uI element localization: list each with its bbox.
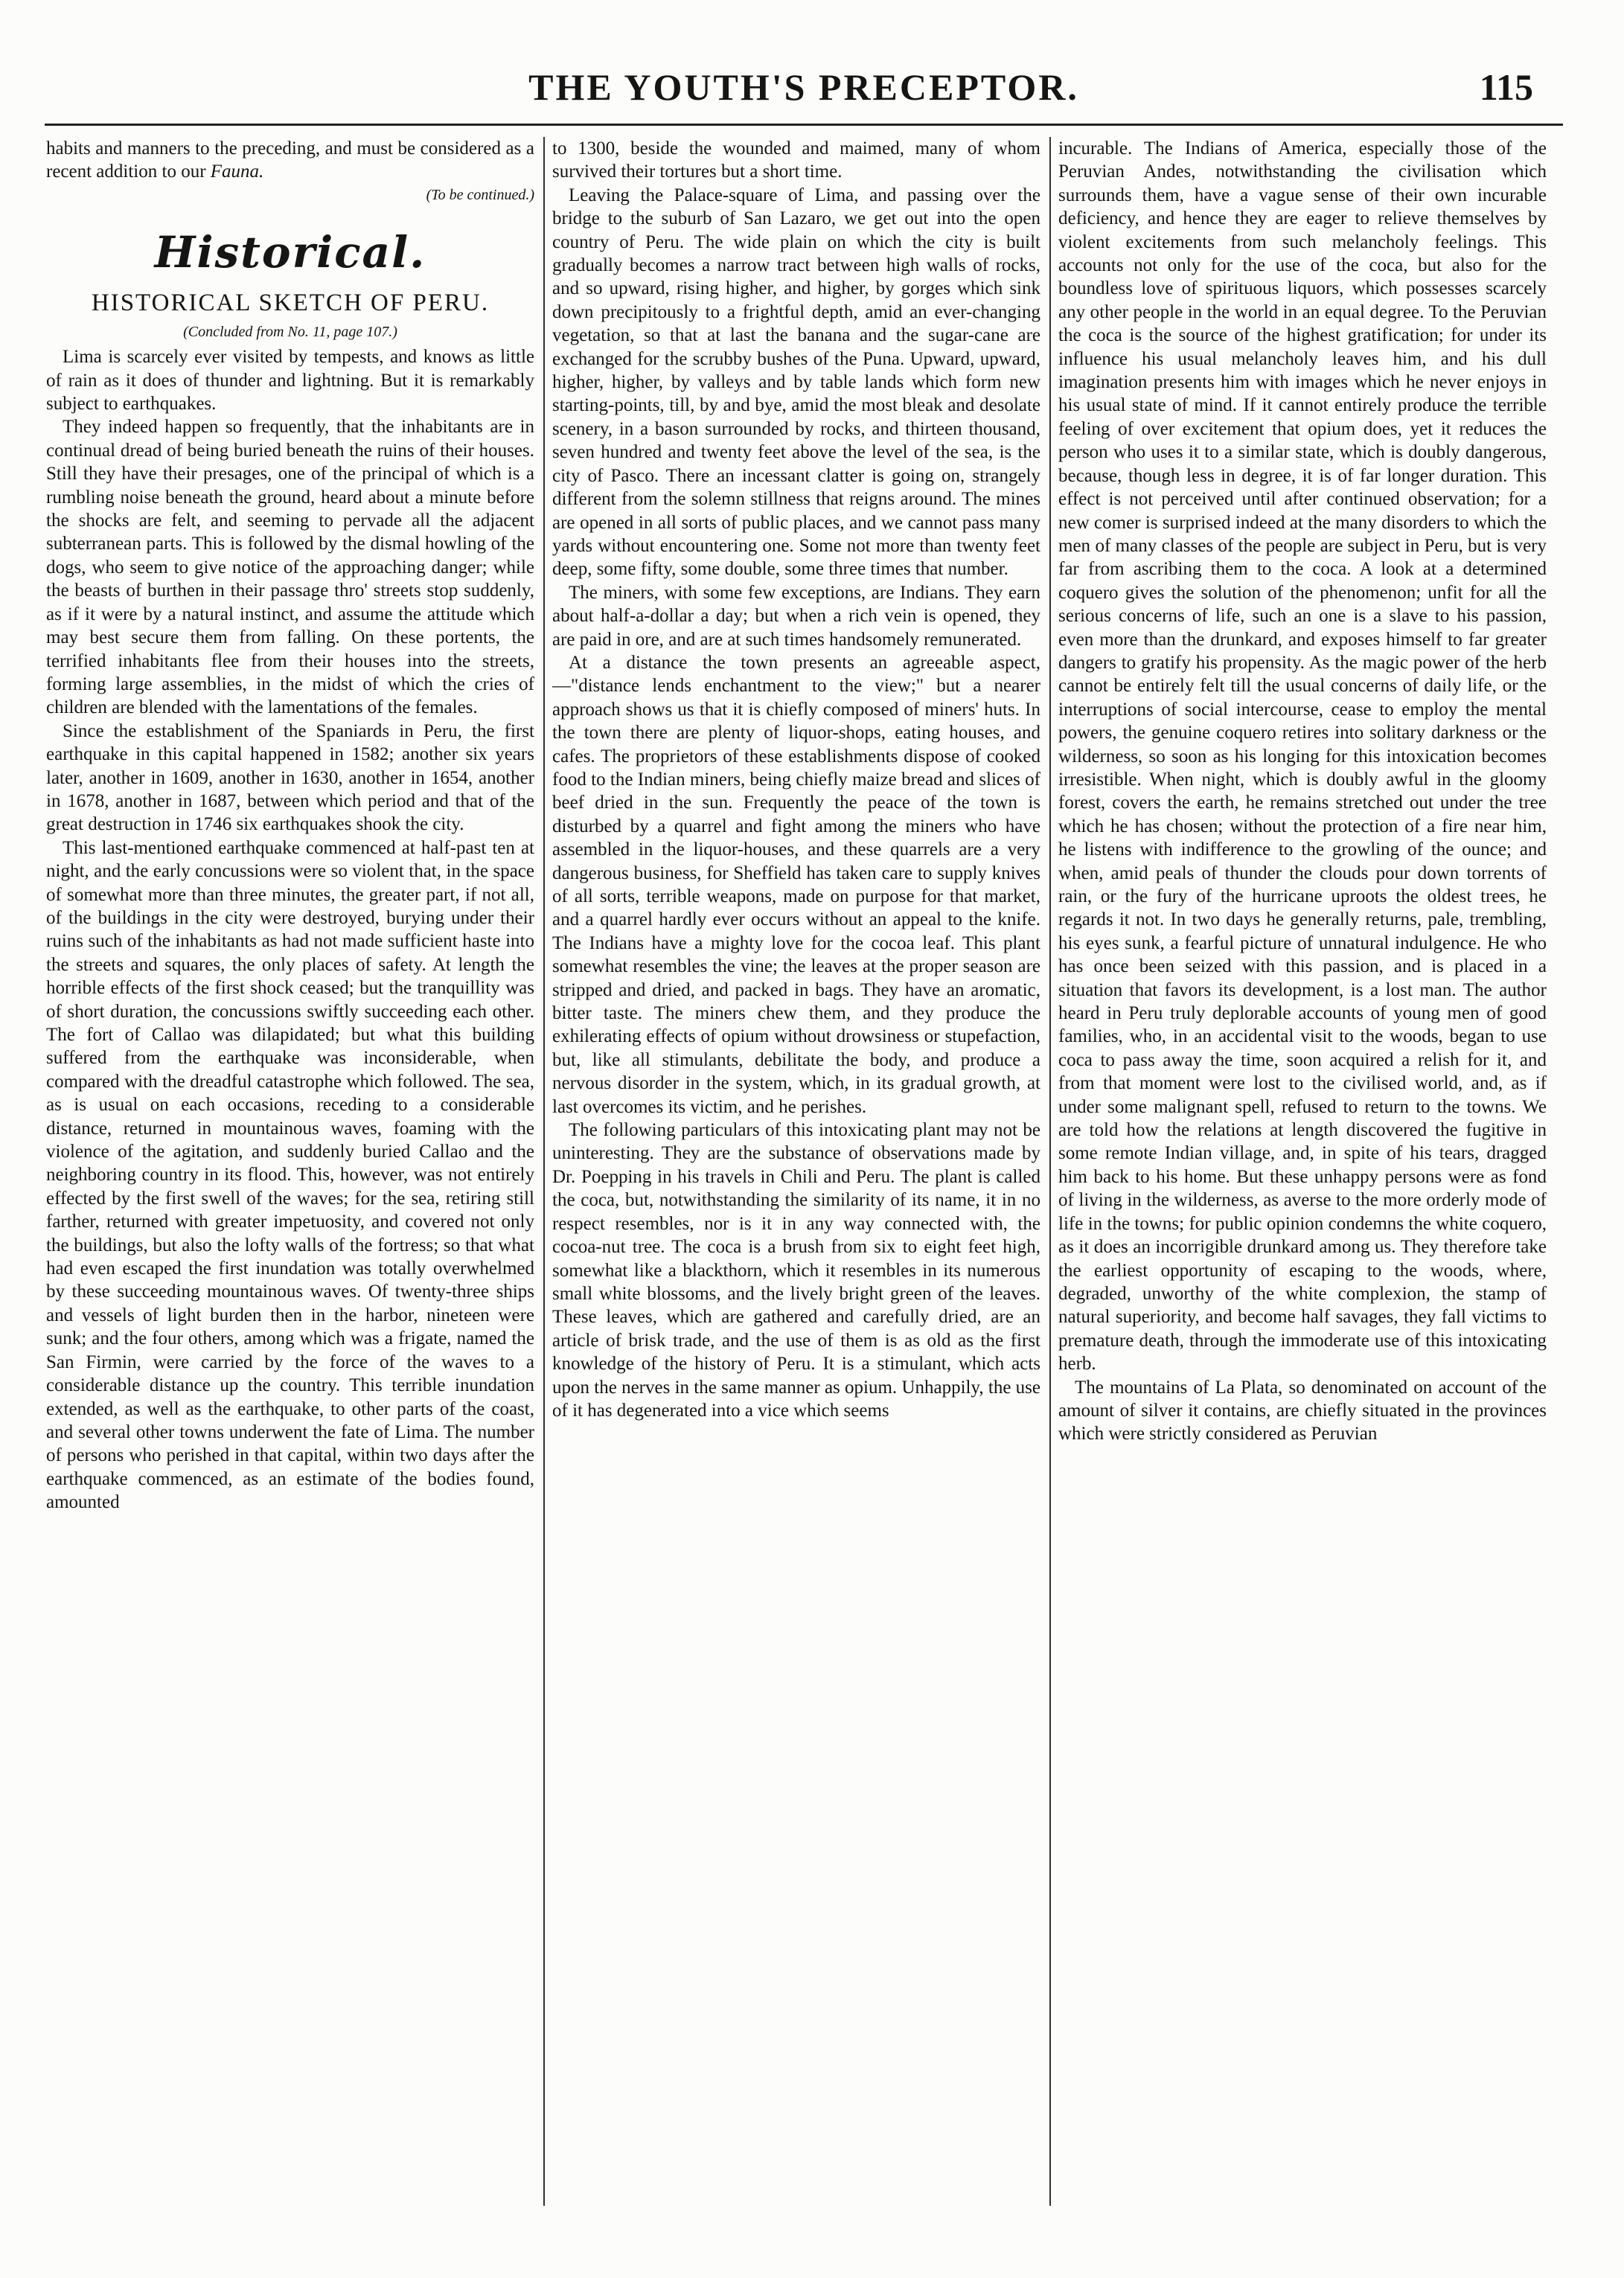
paragraph — [46, 137, 534, 184]
text-columns — [46, 137, 1554, 2206]
header-rule — [45, 124, 1563, 126]
continuation-note: (To be continued.) — [426, 186, 534, 203]
article-note: (Concluded from No. 11, page 107.) — [183, 324, 397, 341]
column-3 — [1058, 137, 1547, 2206]
column-rule — [543, 137, 545, 2206]
paragraph: They indeed happen so frequently, that the inhabitants are in continual dread of being buried beneath the ruins of their houses. Still they have their presages, one of the principal of which is a rumbling noise beneath the ground, heard about a minute before the shocks are felt, and seeming to pervade all the adjacent subterranean parts. This is followed by the dismal howling of the dogs, who seem to give notice of the approaching danger; while the beasts of burthen in their passage thro' streets stop suddenly, as if it were by a natural instinct, and assume the attitude which may best secure them from falling. On these portents, the terrified inhabitants flee from their houses into the streets, forming large assemblies, in the midst of which the cries of children are blended with the lamentations of the females. — [46, 417, 534, 718]
paragraph: The following particulars of this intoxicating plant may not be uninteresting. They are the substance of observations made by Dr. Poepping in his travels in Chili and Peru. The plant is called the coca, but, notwithstanding the similarity of its name, it in no respect resembles, nor is it in any way connected with, the cocoa-nut tree. The coca is a brush from six to eight feet high, somewhat like a blackthorn, which it resembles in its numerous small white blossoms, and the lively bright green of the leaves. These leaves, which are gathered and carefully dried, are an article of brisk trade, and the use of them is as old as the first knowledge of the history of Peru. It is a stimulant, which acts upon the nerves in the same manner as opium. Unhappily, the use of it has degenerated into a vice which seems — [552, 1120, 1040, 1421]
paragraph: Since the establishment of the Spaniards in Peru, the first earthquake in this capital happened in 1582; another six years later, another in 1609, another in 1630, another in 1654, another in 1678, another in 1687, between which period and that of the great destruction in 1746 six earthquakes shook the city. — [46, 720, 534, 835]
running-head — [45, 65, 1563, 118]
page-number: 115 — [1479, 66, 1533, 108]
paragraph: incurable. The Indians of America, especially those of the Peruvian Andes, notwithstanding the civilisation which surrounds them, have a vague sense of their own incurable deficiency, and hence they are eager to relieve themselves by violent excitements from such melancholy feelings. This accounts not only for the use of the coca, but also for the boundless love of spirituous liquors, which possesses scarcely any other people in the world in an equal degree. To the Peruvian the coca is the source of the highest gratification; for under its influence his usual melancholy leaves him, and his dull imagination presents him with images which he never enjoys in his usual state of mind. If it cannot entirely produce the terrible feeling of over excitement that opium does, yet it reduces the person who uses it to a similar state, which is doubly dangerous, because, though less in degree, it is of far longer duration. This effect is not perceived until after continued observation; for a new comer is surprised indeed at the many disorders to which the men of many classes of the people are subject in Peru, but is very far from ascribing them to the coca. A look at a determined coquero gives the solution of the phenomenon; unfit for all the serious concerns of life, such an one is a slave to his passion, even more than the drunkard, and exposes himself to far greater dangers to gratify his propensity. As the magic power of the herb cannot be entirely felt till the usual concerns of daily life, or the interruptions of social intercourse, cease to employ the mental powers, the genuine coquero retires into solitary darkness or the wilderness, so soon as his longing for this intoxication becomes irresistible. When night, which is doubly awful in the gloomy forest, covers the earth, he remains stretched out under the tree which he has chosen; without the protection of a fire near him, he listens with indifference to the growling of the ounce; and when, amid peals of thunder the clouds pour down torrents of rain, or the fury of the hurricane uproots the oldest trees, he regards it not. In two days he generally returns, pale, trembling, his eyes sunk, a fearful picture of unnatural indulgence. He who has once been seized with this passion, and is placed in a situation that favors its development, is a lost man. The author heard in Peru truly deplorable accounts of young men of good families, who, in an accidental visit to the woods, began to use coca to pass away the time, soon acquired a relish for it, and from that moment were lost to the civilised world, and, as if under some malignant spell, refused to return to the towns. We are told how the relations at length discovered the fugitive in some remote Indian village, and, in spite of his tears, dragged him back to his home. But these unhappy persons were as fond of living in the wilderness, as averse to the more orderly mode of life in the towns; for public opinion condemns the white coquero, as it does an incorrigible drunkard among us. They therefore take the earliest opportunity of escaping to the woods, where, degraded, unworthy of the white complexion, the stamp of natural superiority, and become half savages, they fall victims to premature death, through the immoderate use of this intoxicating herb. — [1058, 138, 1547, 1375]
column-2 — [552, 137, 1040, 2206]
running-title: THE YOUTH'S PRECEPTOR. — [528, 66, 1079, 108]
paragraph: Leaving the Palace-square of Lima, and passing over the bridge to the suburb of San Lazaro, we get out into the open country of Peru. The wide plain on which the city is built gradually becomes a narrow tract between high walls of rocks, and so upward, rising higher, and higher, by gorges which sink down precipitously to a frightful depth, amid an ever-changing vegetation, so that at last the banana and the sugar-cane are exchanged for the scrubby bushes of the Puna. Upward, upward, higher, higher, by valleys and by table lands which form new starting-points, till, by and bye, amid the most bleak and desolate scenery, in a bason surrounded by rocks, and thirteen thousand, seven hundred and twenty feet above the level of the sea, is the city of Pasco. There an incessant clatter is going on, strangely different from the solemn stillness that reigns around. The mines are opened in all sorts of public places, and we cannot pass many yards without encountering one. Some not more than twenty feet deep, some fifty, some double, some three times that number. — [552, 185, 1040, 580]
article-title: HISTORICAL SKETCH OF PERU. — [91, 289, 490, 317]
section-heading: Historical. — [154, 227, 426, 278]
paragraph: At a distance the town presents an agreeable aspect,—"distance lends enchantment to the view;" but a nearer approach shows us that it is chiefly composed of miners' huts. In the town there are plenty of liquor-shops, eating houses, and cafes. The proprietors of these establishments dispose of cooked food to the Indian miners, being chiefly maize bread and slices of beef dried in the sun. Frequently the peace of the town is disturbed by a quarrel and fight among the miners who have assembled in the liquor-houses, and these quarrels are a very dangerous business, for Sheffield has taken care to supply knives of all sorts, terrible weapons, made on purpose for that market, and a quarrel hardly ever occurs without an appeal to the knife. The Indians have a mighty love for the cocoa leaf. This plant somewhat resembles the vine; the leaves at the proper season are stripped and dried, and packed in bags. They have an aromatic, bitter taste. The miners chew them, and they produce the exhilerating effects of opium without drowsiness or stupefaction, but, like all stimulants, debilitate the body, and produce a nervous disorder in the system, which, in its gradual growth, at last overcomes its victim, and he perishes. — [552, 652, 1040, 1117]
paragraph: to 1300, beside the wounded and maimed, many of whom survived their tortures but a short time. — [552, 138, 1040, 182]
column-rule — [1049, 137, 1051, 2206]
column-1 — [46, 137, 534, 2206]
italic-term: Fauna. — [210, 161, 264, 182]
paragraph-text: habits and manners to the preceding, and must be considered as a recent addition to our — [46, 138, 534, 182]
paragraph: The miners, with some few exceptions, are Indians. They earn about half-a-dollar a day; but when a rich vein is opened, they are paid in ore, and are at such times handsomely remunerated. — [552, 582, 1040, 650]
paragraph: Lima is scarcely ever visited by tempests, and knows as little of rain as it does of thunder and lightning. But it is remarkably subject to earthquakes. — [46, 347, 534, 415]
paragraph: This last-mentioned earthquake commenced at half-past ten at night, and the early concussions were so violent that, in the space of somewhat more than three minutes, the greater part, if not all, of the buildings in the city were destroyed, burying under their ruins such of the inhabitants as had not made sufficient haste into the streets and squares, the only places of safety. At length the horrible effects of the first shock ceased; but the tranquillity was of short duration, the concussions swiftly succeeding each other. The fort of Callao was dilapidated; but what this building suffered from the earthquake was inconsiderable, when compared with the dreadful catastrophe which followed. The sea, as is usual on each occasions, receding to a considerable distance, returned in mountainous waves, foaming with the violence of the agitation, and suddenly buried Callao and the neighboring country in its flood. This, however, was not entirely effected by the first swell of the waves; for the sea, retiring still farther, returned with greater impetuosity, and covered not only the buildings, but also the lofty walls of the fortress; so that what had even escaped the first inundation was totally overwhelmed by these succeeding mountainous waves. Of twenty-three ships and vessels of light burden then in the harbor, nineteen were sunk; and the four others, among which was a frigate, named the San Firmin, were carried by the force of the waves to a considerable distance up the country. This terrible inundation extended, as well as the earthquake, to other parts of the coast, and several other towns underwent the fate of Lima. The number of persons who perished in that capital, within two days after the earthquake commenced, as an estimate of the bodies found, amounted — [46, 837, 534, 1513]
paragraph: The mountains of La Plata, so denominated on account of the amount of silver it contains, are chiefly situated in the provinces which were strictly considered as Peruvian — [1058, 1377, 1547, 1444]
